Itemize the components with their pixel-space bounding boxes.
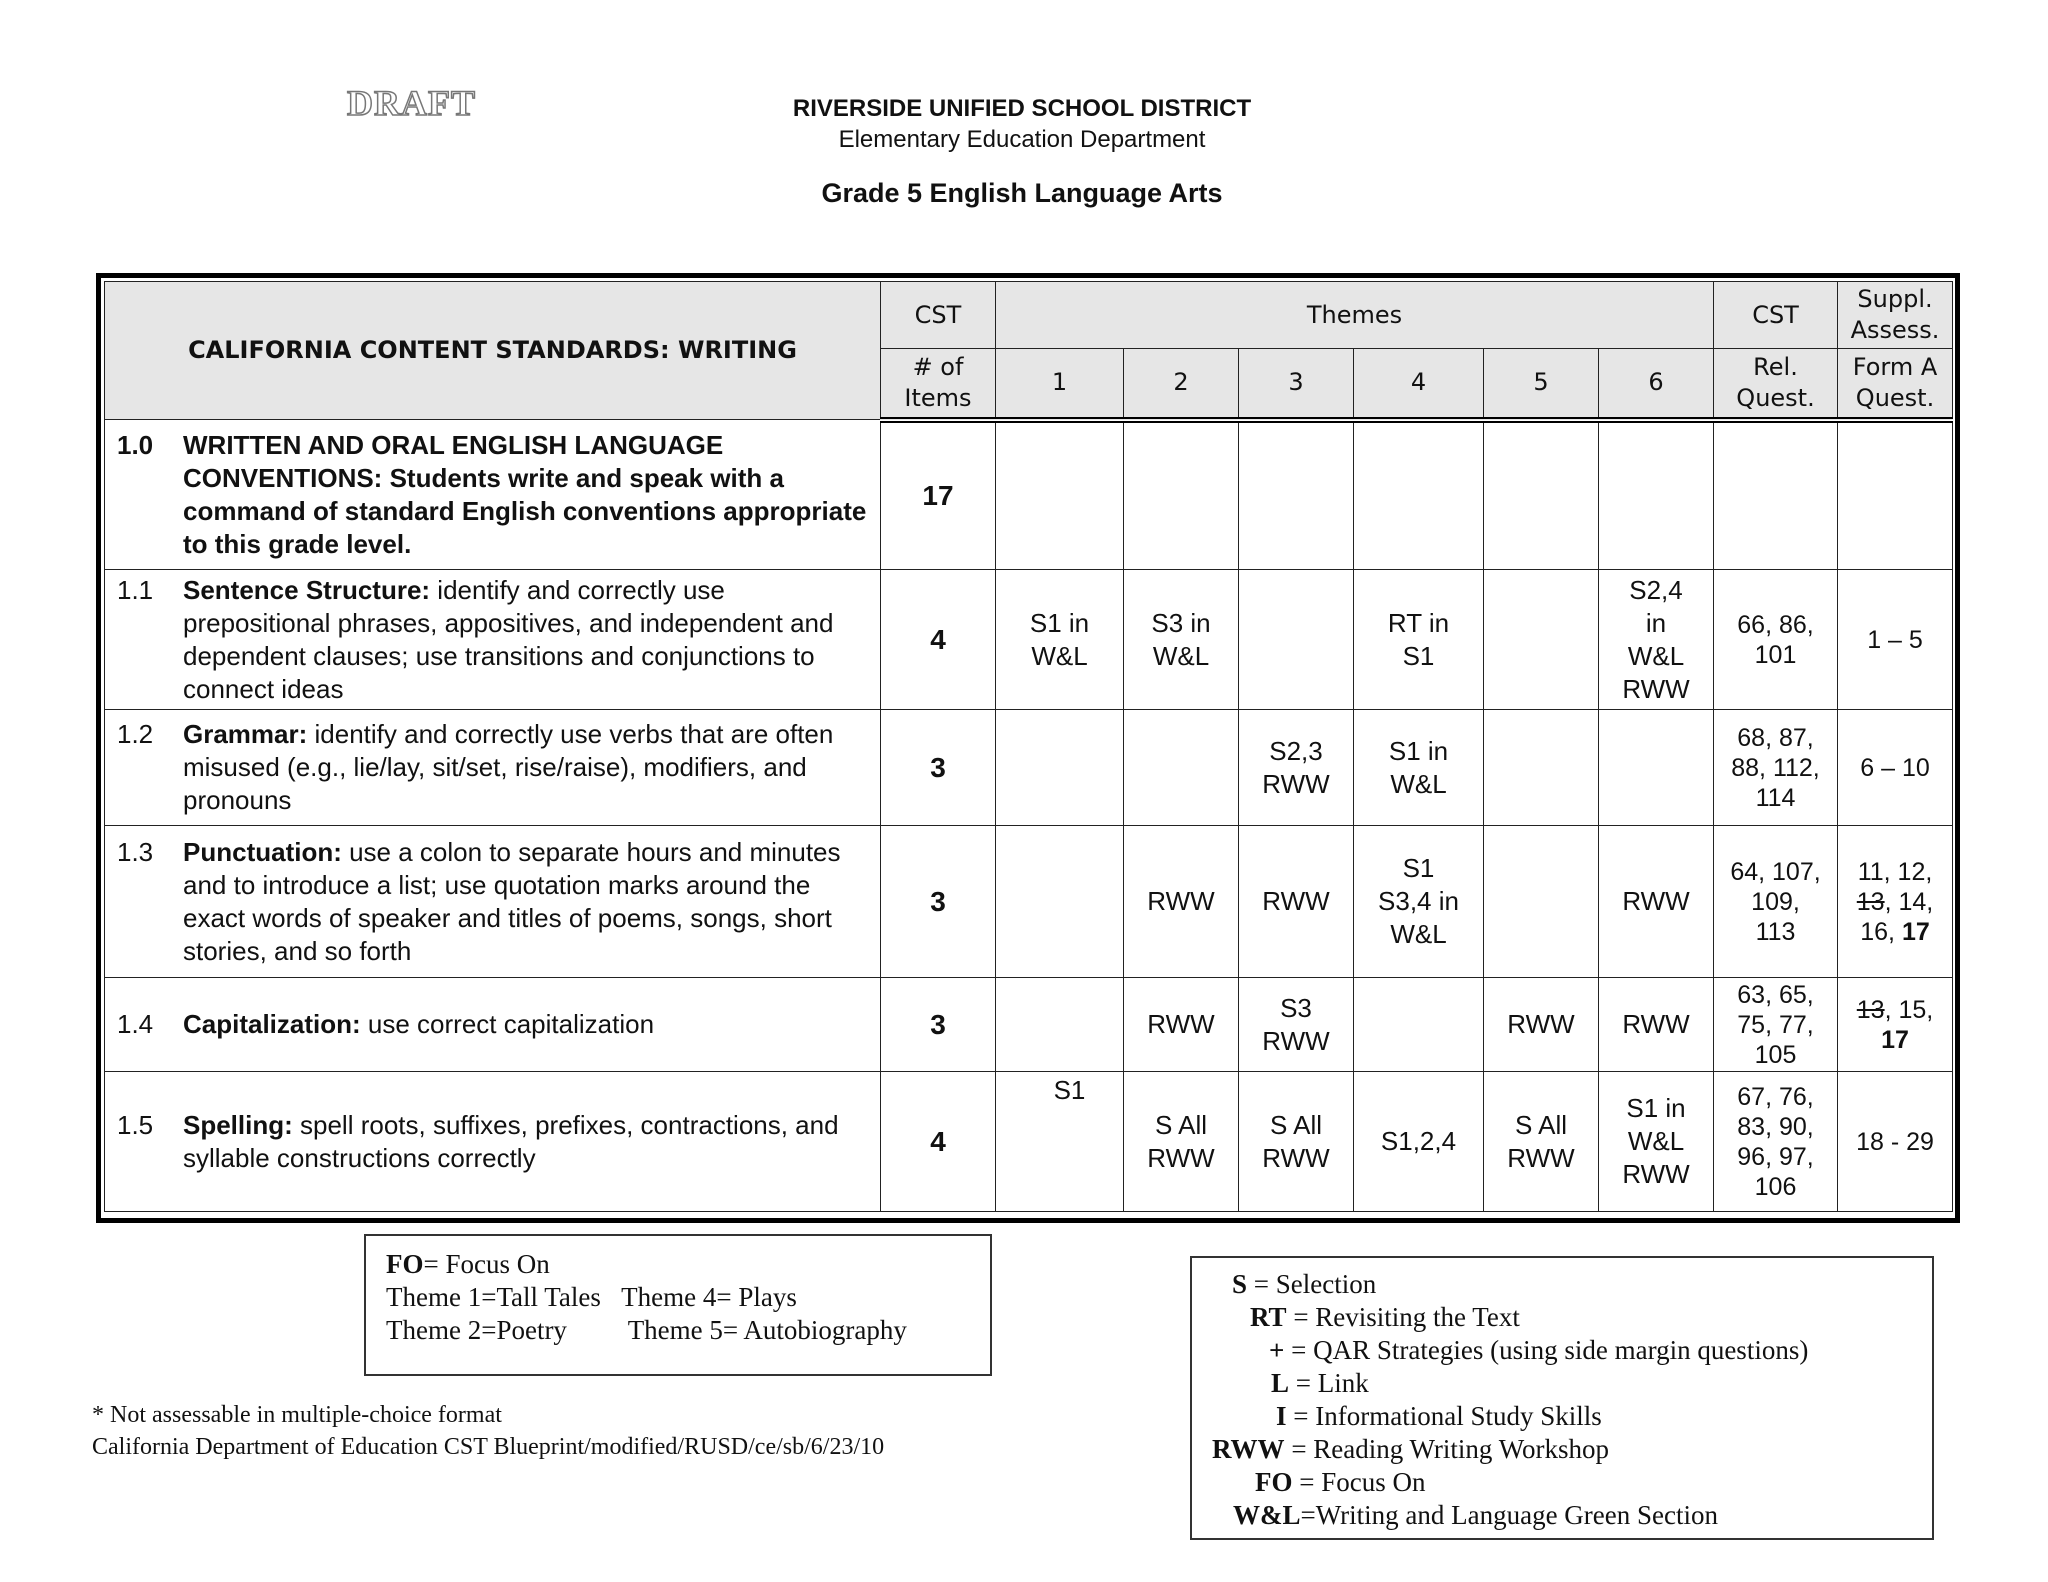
theme-4-cell — [1354, 978, 1484, 1072]
items-header: # of Items — [881, 349, 996, 420]
theme-3-cell — [1239, 570, 1354, 710]
theme-4-header: 4 — [1354, 349, 1484, 420]
standard-cell: 1.1 Sentence Structure: identify and correctly use prepositional phrases, appositives, and independent and dependent clauses; use transitions and conjunctions to connect ideas — [105, 570, 881, 710]
theme-5-cell — [1484, 826, 1599, 978]
theme-4-cell: S1,2,4 — [1354, 1072, 1484, 1212]
legend-line: RWW = Reading Writing Workshop — [1212, 1434, 1610, 1464]
legend-line: I = Informational Study Skills — [1276, 1401, 1602, 1431]
legend-line: + = QAR Strategies (using side margin questions) — [1269, 1335, 1809, 1365]
table-row — [105, 710, 1953, 826]
rel-quest-cell: 68, 87, 88, 112, 114 — [1714, 710, 1838, 826]
rel-quest-cell: 66, 86, 101 — [1714, 570, 1838, 710]
theme-2-cell: S3 in W&L — [1124, 570, 1239, 710]
table-row — [105, 1072, 1953, 1212]
standard-cell: 1.4 Capitalization: use correct capitalization — [105, 978, 881, 1072]
theme-4-cell: RT in S1 — [1354, 570, 1484, 710]
legend-line: W&L=Writing and Language Green Section — [1233, 1500, 1718, 1530]
items-count: 3 — [881, 710, 996, 826]
rel-quest-cell: 64, 107, 109, 113 — [1714, 826, 1838, 978]
theme-3-cell: S3 RWW — [1239, 978, 1354, 1072]
draft-watermark: DRAFT — [347, 83, 476, 123]
theme-4-cell: S1 S3,4 in W&L — [1354, 826, 1484, 978]
form-a-cell: 18 - 29 — [1838, 1072, 1953, 1212]
theme-1-cell — [996, 978, 1124, 1072]
theme-5-cell — [1484, 570, 1599, 710]
items-count: 17 — [881, 420, 996, 570]
theme-6-cell — [1599, 710, 1714, 826]
standards-header: CALIFORNIA CONTENT STANDARDS: WRITING — [105, 282, 881, 420]
theme-3-header: 3 — [1239, 349, 1354, 420]
legend-line: FO = Focus On — [1255, 1467, 1426, 1497]
form-a-cell: 1 – 5 — [1838, 570, 1953, 710]
theme-2-cell: RWW — [1124, 978, 1239, 1072]
form-a-cell: 13, 15, 17 — [1838, 978, 1953, 1072]
form-a-cell: 11, 12, 13, 14, 16, 17 — [1838, 826, 1953, 978]
header-row-1 — [105, 282, 1953, 349]
items-count: 3 — [881, 978, 996, 1072]
theme-6-cell: S1 in W&L RWW — [1599, 1072, 1714, 1212]
footnote-source: California Department of Education CST Blueprint/modified/RUSD/ce/sb/6/23/10 — [92, 1434, 885, 1460]
items-count: 4 — [881, 570, 996, 710]
theme-6-header: 6 — [1599, 349, 1714, 420]
theme-5-cell — [1484, 710, 1599, 826]
table-row — [105, 570, 1953, 710]
table-row — [105, 420, 1953, 570]
theme-2-cell — [1124, 710, 1239, 826]
theme-3-cell: S2,3 RWW — [1239, 710, 1354, 826]
cst-header: CST — [881, 282, 996, 349]
cst2-header: CST — [1714, 282, 1838, 349]
form-a-cell: 6 – 10 — [1838, 710, 1953, 826]
suppl-header: Suppl. Assess. — [1838, 282, 1953, 349]
items-count: 4 — [881, 1072, 996, 1212]
themes-legend: FO= Focus On Theme 1=Tall Tales Theme 4= Plays Theme 2=Poetry Theme 5= Autobiography — [364, 1234, 992, 1376]
theme-5-cell: RWW — [1484, 978, 1599, 1072]
page-title: Grade 5 English Language Arts — [821, 178, 1223, 208]
theme-6-cell: RWW — [1599, 978, 1714, 1072]
theme-2-header: 2 — [1124, 349, 1239, 420]
theme-6-cell: RWW — [1599, 826, 1714, 978]
theme-4-cell: S1 in W&L — [1354, 710, 1484, 826]
legend-line: RT = Revisiting the Text — [1250, 1302, 1520, 1332]
codes-legend — [1190, 1256, 1934, 1540]
theme-2-cell: S All RWW — [1124, 1072, 1239, 1212]
theme-2-cell: RWW — [1124, 826, 1239, 978]
standard-cell: 1.5 Spelling: spell roots, suffixes, prefixes, contractions, and syllable constructions correctly — [105, 1072, 881, 1212]
rel-quest-cell: 63, 65, 75, 77, 105 — [1714, 978, 1838, 1072]
theme-1-cell — [996, 826, 1124, 978]
standard-cell: 1.2 Grammar: identify and correctly use verbs that are often misused (e.g., lie/lay, sit/set, rise/raise), modifiers, and pronouns — [105, 710, 881, 826]
theme-1-cell — [996, 710, 1124, 826]
table-row — [105, 978, 1953, 1072]
rel-quest-cell: 67, 76, 83, 90, 96, 97, 106 — [1714, 1072, 1838, 1212]
theme-1-header: 1 — [996, 349, 1124, 420]
standard-cell: 1.3 Punctuation: use a colon to separate hours and minutes and to introduce a list; use quotation marks around the exact words of speaker and titles of poems, songs, short stories, and so forth — [105, 826, 881, 978]
theme-1-cell: S1 in W&L — [996, 570, 1124, 710]
district-name: RIVERSIDE UNIFIED SCHOOL DISTRICT — [792, 95, 1252, 122]
legend-line: S = Selection — [1232, 1269, 1377, 1299]
form-header: Form A Quest. — [1838, 349, 1953, 420]
standards-table — [104, 281, 1953, 1212]
themes-header: Themes — [996, 282, 1714, 349]
department-name: Elementary Education Department — [838, 126, 1206, 153]
rel-header: Rel. Quest. — [1714, 349, 1838, 420]
theme-3-cell: RWW — [1239, 826, 1354, 978]
legend-line: L = Link — [1271, 1368, 1369, 1398]
theme-1-cell: S1 — [996, 1072, 1124, 1212]
standard-cell: 1.0 WRITTEN AND ORAL ENGLISH LANGUAGE CONVENTIONS: Students write and speak with a command of standard English conventions appropriate to this grade level. — [105, 420, 881, 570]
theme-3-cell: S All RWW — [1239, 1072, 1354, 1212]
theme-6-cell: S2,4 in W&L RWW — [1599, 570, 1714, 710]
footnote-not-assessable: * Not assessable in multiple-choice format — [92, 1402, 502, 1428]
theme-5-cell: S All RWW — [1484, 1072, 1599, 1212]
table-row — [105, 826, 1953, 978]
items-count: 3 — [881, 826, 996, 978]
theme-5-header: 5 — [1484, 349, 1599, 420]
